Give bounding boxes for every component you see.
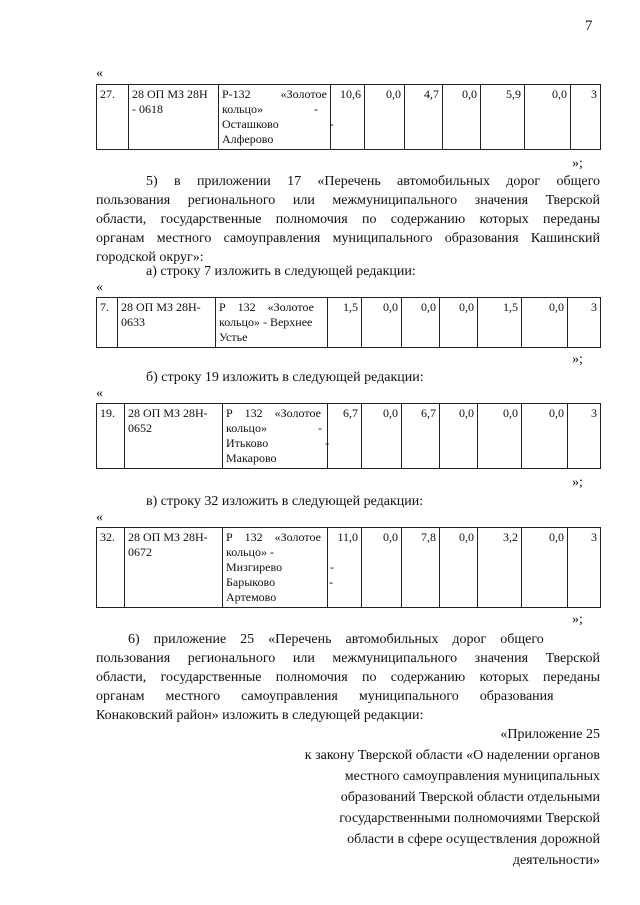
road-name-line: Мизгирево - xyxy=(226,560,335,574)
paragraph-line: области, государственные полномочия по содержанию которых переданы xyxy=(96,212,600,227)
road-code xyxy=(129,85,219,150)
paragraph-line: Конаковский район» изложить в следующей редакции: xyxy=(96,708,424,723)
appendix-line: местного самоуправления муниципальных xyxy=(344,769,600,784)
value-cell: 7,8 xyxy=(402,528,440,608)
road-name-line: кольцо» - xyxy=(226,421,322,435)
road-name-line: кольцо» - Верхнее xyxy=(219,315,313,329)
value-cell: 11,0 xyxy=(328,528,362,608)
road-name-line: Р-132 «Золотое xyxy=(222,87,327,101)
paragraph-line: 5) в приложении 17 «Перечень автомобильных дорог общего xyxy=(146,174,600,189)
road-code-line: 28 ОП МЗ 28Н xyxy=(132,87,208,101)
road-name-line: Артемово xyxy=(226,590,277,604)
road-name xyxy=(223,404,328,469)
road-code xyxy=(118,298,216,348)
road-code xyxy=(125,404,223,469)
value-cell: 0,0 xyxy=(362,528,402,608)
value-cell: 0,0 xyxy=(443,85,481,150)
paragraph-line: пользования регионального или межмуниципального значения Тверской xyxy=(96,193,600,208)
appendix-line: образований Тверской области отдельными xyxy=(340,790,600,805)
page-number: 7 xyxy=(585,18,593,34)
road-name xyxy=(216,298,328,348)
appendix-line: «Приложение 25 xyxy=(500,727,600,742)
value-cell: 0,0 xyxy=(440,528,478,608)
paragraph-6 xyxy=(96,630,600,725)
road-code xyxy=(125,528,223,608)
value-cell: 3,2 xyxy=(478,528,522,608)
value-cell: 0,0 xyxy=(525,85,571,150)
road-name-line: кольцо» - xyxy=(226,545,274,559)
appendix-header xyxy=(240,724,600,871)
value-cell: 0,0 xyxy=(522,404,568,469)
value-cell: 0,0 xyxy=(362,404,402,469)
road-code-line: 0633 xyxy=(121,315,145,329)
row-number: 7. xyxy=(97,298,118,348)
road-code-line: 28 ОП МЗ 28Н- xyxy=(121,300,201,314)
road-name-line: Осташково - xyxy=(222,117,334,131)
subitem-a: а) строку 7 изложить в следующей редакции: xyxy=(146,264,416,279)
road-code-line: 0672 xyxy=(128,545,152,559)
row-number: 19. xyxy=(97,404,125,469)
open-quote: « xyxy=(96,386,103,401)
value-cell: 1,5 xyxy=(328,298,362,348)
paragraph-5 xyxy=(96,172,600,267)
value-cell: 0,0 xyxy=(440,404,478,469)
value-cell: 0,0 xyxy=(362,298,402,348)
table-row xyxy=(97,85,601,150)
appendix-line: области в сфере осуществления дорожной xyxy=(347,832,600,847)
paragraph-line: 6) приложение 25 «Перечень автомобильных дорог общего xyxy=(128,632,544,647)
open-quote: « xyxy=(96,280,103,295)
paragraph-line: городской округ»: xyxy=(96,250,204,265)
close-quote: »; xyxy=(572,612,583,627)
table-row xyxy=(97,404,601,469)
value-cell: 3 xyxy=(568,404,601,469)
value-cell: 0,0 xyxy=(365,85,405,150)
road-name-line: кольцо» - xyxy=(222,102,318,116)
value-cell: 6,7 xyxy=(402,404,440,469)
value-cell: 0,0 xyxy=(440,298,478,348)
road-name-line: Макарово xyxy=(226,451,277,465)
road-code-line: 0652 xyxy=(128,421,152,435)
paragraph-line: области, государственные полномочия по содержанию которых переданы xyxy=(96,670,600,685)
value-cell: 0,0 xyxy=(478,404,522,469)
road-name-line: Р 132 «Золотое xyxy=(226,530,321,544)
road-name-line: Р 132 «Золотое xyxy=(219,300,314,314)
table-row xyxy=(97,298,601,348)
value-cell: 6,7 xyxy=(328,404,362,469)
value-cell: 3 xyxy=(571,85,601,150)
close-quote: »; xyxy=(572,156,583,171)
table-row xyxy=(97,528,601,608)
road-code-line: - 0618 xyxy=(132,102,163,116)
appendix-line: деятельности» xyxy=(512,853,600,868)
road-table-row-19 xyxy=(96,403,601,469)
row-number: 32. xyxy=(97,528,125,608)
road-name-line: Устье xyxy=(219,330,248,344)
paragraph-line: пользования регионального или межмуниципального значения Тверской xyxy=(96,651,600,666)
value-cell: 3 xyxy=(568,528,601,608)
road-name-line: Итьково - xyxy=(226,436,330,450)
value-cell: 0,0 xyxy=(402,298,440,348)
value-cell: 0,0 xyxy=(522,298,568,348)
value-cell: 4,7 xyxy=(405,85,443,150)
value-cell: 5,9 xyxy=(481,85,525,150)
open-quote: « xyxy=(96,66,103,81)
road-table-row-7 xyxy=(96,297,601,348)
close-quote: »; xyxy=(572,475,583,490)
value-cell: 0,0 xyxy=(522,528,568,608)
value-cell: 10,6 xyxy=(331,85,365,150)
road-name-line: Алферово xyxy=(222,132,274,146)
appendix-line: государственными полномочиями Тверской xyxy=(339,811,600,826)
road-table-row-27 xyxy=(96,84,601,150)
row-number: 27. xyxy=(97,85,129,150)
road-code-line: 28 ОП МЗ 28Н- xyxy=(128,406,208,420)
road-code-line: 28 ОП МЗ 28Н- xyxy=(128,530,208,544)
paragraph-line: органам местного самоуправления муниципального образования Кашинский xyxy=(96,231,600,246)
road-name xyxy=(219,85,334,150)
road-name-line: Р 132 «Золотое xyxy=(226,406,321,420)
value-cell: 3 xyxy=(568,298,601,348)
road-table-row-32 xyxy=(96,527,601,608)
paragraph-line: органам местного самоуправления муниципального образования xyxy=(96,689,554,704)
appendix-line: к закону Тверской области «О наделении органов xyxy=(304,748,600,763)
road-name xyxy=(223,528,335,608)
road-name-line: Барыково - xyxy=(226,575,334,589)
subitem-c: в) строку 32 изложить в следующей редакции: xyxy=(146,494,424,509)
value-cell: 1,5 xyxy=(478,298,522,348)
open-quote: « xyxy=(96,510,103,525)
close-quote: »; xyxy=(572,352,583,367)
subitem-b: б) строку 19 изложить в следующей редакции: xyxy=(146,370,424,385)
